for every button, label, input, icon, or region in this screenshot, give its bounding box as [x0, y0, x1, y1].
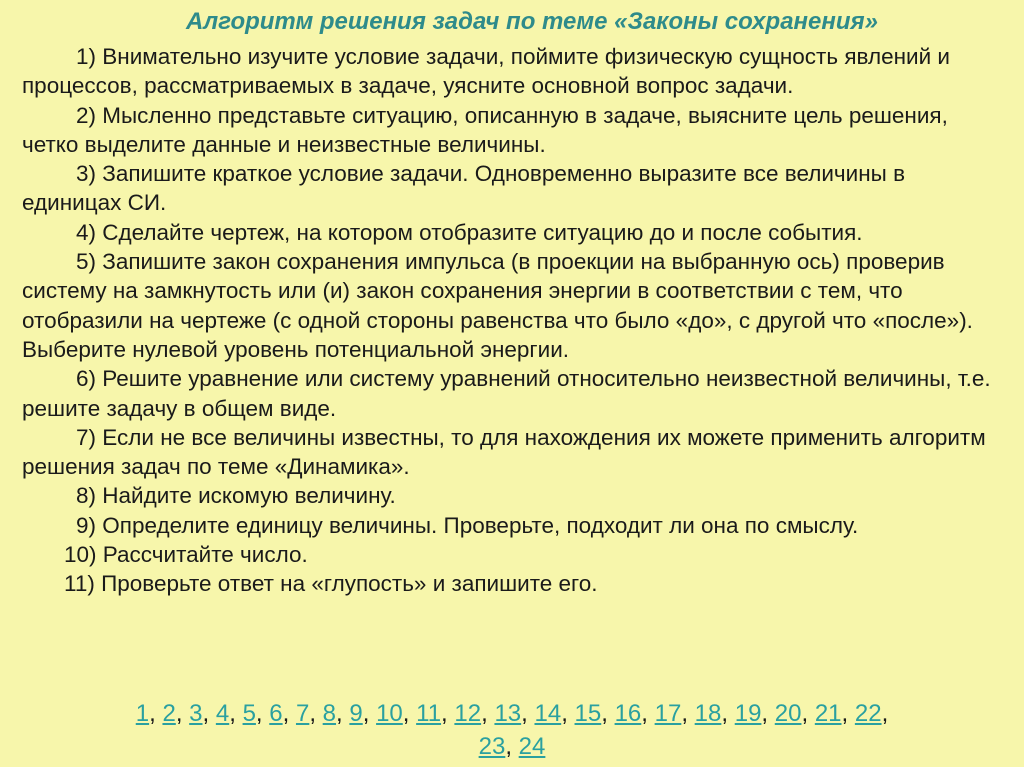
link-separator: ,: [881, 700, 889, 727]
page-link-7[interactable]: 7: [295, 700, 310, 727]
page-link-16[interactable]: 16: [614, 700, 642, 727]
page-link-10[interactable]: 10: [376, 700, 403, 727]
link-separator: ,: [761, 700, 775, 727]
link-separator: ,: [681, 700, 695, 727]
link-separator: ,: [601, 700, 615, 727]
page-link-20[interactable]: 20: [774, 700, 802, 727]
link-separator: ,: [229, 700, 243, 727]
page-link-21[interactable]: 21: [814, 700, 842, 727]
page-link-11[interactable]: 11: [416, 700, 442, 727]
page-link-23[interactable]: 23: [478, 733, 506, 760]
step-item: 2) Мысленно представьте ситуацию, описанную в задаче, выясните цель решения, четко выделите данные и неизвестные величины.: [22, 102, 948, 157]
link-separator: ,: [149, 700, 163, 727]
page-link-12[interactable]: 12: [454, 700, 482, 727]
page-link-6[interactable]: 6: [269, 700, 283, 727]
page-link-1[interactable]: 1: [135, 700, 150, 727]
page-link-2[interactable]: 2: [162, 700, 176, 727]
page-link-18[interactable]: 18: [694, 700, 722, 727]
page-link-3[interactable]: 3: [189, 700, 203, 727]
step-item: 10) Рассчитайте число.: [64, 542, 308, 568]
page-link-13[interactable]: 13: [494, 700, 522, 727]
step-item: 8) Найдите искомую величину.: [76, 483, 396, 509]
page-link-9[interactable]: 9: [349, 700, 363, 727]
page-link-5[interactable]: 5: [242, 700, 256, 727]
page-link-17[interactable]: 17: [654, 700, 682, 727]
link-separator: ,: [175, 700, 190, 727]
link-separator: ,: [505, 733, 519, 760]
step-item: 7) Если не все величины известны, то для нахождения их можете применить алгоритм решения задач по теме «Динамика».: [22, 424, 986, 480]
link-separator: ,: [641, 700, 655, 727]
step-item: 1) Внимательно изучите условие задачи, поймите физическую сущность явлений и процессов, рассматриваемых в задаче, уясните основной вопрос задачи.: [22, 44, 950, 99]
link-separator: ,: [521, 700, 535, 727]
page-link-24[interactable]: 24: [518, 733, 546, 760]
link-separator: ,: [441, 700, 455, 727]
link-separator: ,: [282, 700, 296, 727]
step-item: 6) Решите уравнение или систему уравнений относительно неизвестной величины, т.е. решите задачу в общем виде.: [22, 366, 991, 421]
link-separator: ,: [362, 700, 377, 727]
link-separator: ,: [801, 700, 815, 727]
link-separator: ,: [336, 700, 350, 727]
link-separator: ,: [202, 700, 216, 727]
step-item: 9) Определите единицу величины. Проверьте, подходит ли она по смыслу.: [76, 512, 859, 538]
link-separator: ,: [841, 700, 855, 727]
link-separator: ,: [561, 700, 575, 727]
page-link-4[interactable]: 4: [215, 700, 230, 727]
step-item: 4) Сделайте чертеж, на котором отобразите ситуацию до и после события.: [76, 219, 863, 245]
step-item: 5) Запишите закон сохранения импульса (в проекции на выбранную ось) проверив систему на замкнутость или (и) закон сохранения энергии в соответствии с тем, что отобразили на чертеже (с одной стороны равенства что было «до», с другой что «после»). Выберите нулевой уровень потенциальной энергии.: [22, 249, 973, 362]
steps-list: [22, 42, 1004, 599]
link-separator: ,: [721, 700, 735, 727]
page-link-15[interactable]: 15: [574, 700, 602, 727]
step-item: 11) Проверьте ответ на «глупость» и запишите его.: [64, 571, 598, 597]
slide-title: Алгоритм решения задач по теме «Законы сохранения»: [185, 8, 879, 35]
page-link-19[interactable]: 19: [734, 700, 762, 727]
step-item: 3) Запишите краткое условие задачи. Одновременно выразите все величины в единицах СИ.: [22, 161, 906, 216]
link-separator: ,: [309, 700, 323, 727]
page-link-14[interactable]: 14: [534, 700, 562, 727]
link-separator: ,: [402, 700, 417, 727]
page-link-22[interactable]: 22: [854, 700, 882, 727]
page-links-nav: [40, 697, 984, 763]
page-link-8[interactable]: 8: [322, 700, 337, 727]
link-separator: ,: [255, 700, 270, 727]
link-separator: ,: [481, 700, 495, 727]
